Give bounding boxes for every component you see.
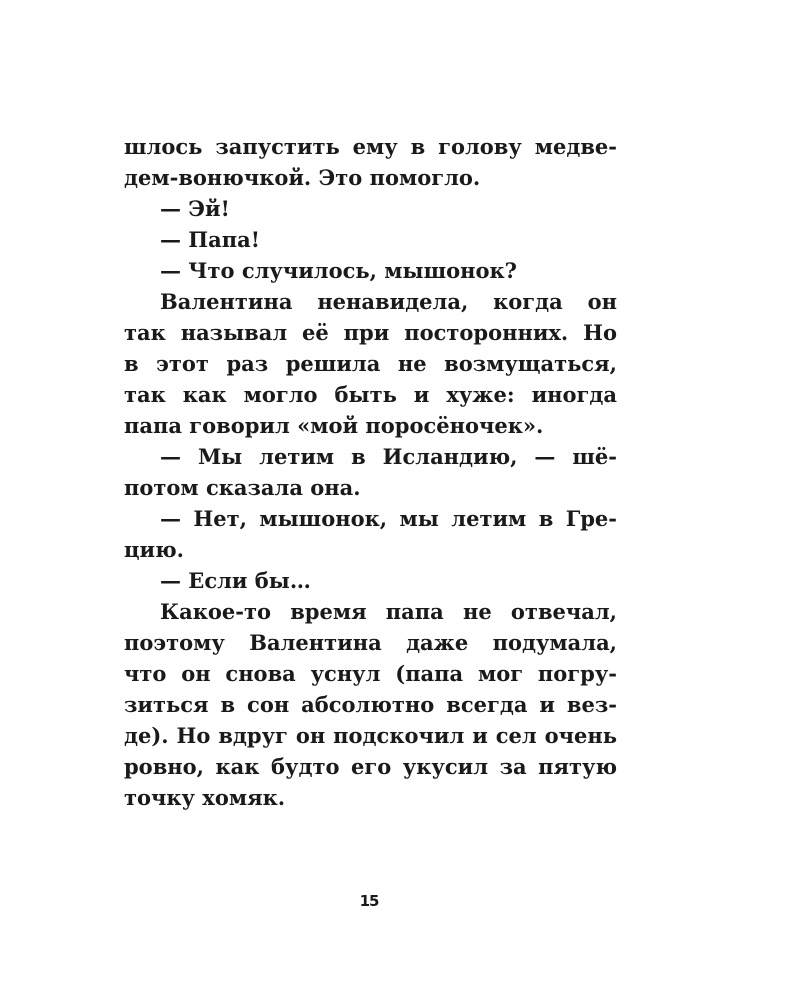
text-line: шлось запустить ему в голову медве-	[124, 134, 617, 159]
dialogue-line: — Что случилось, мышонок?	[160, 258, 517, 283]
text-line: что он снова уснул (папа мог погру-	[124, 661, 617, 686]
text-line: папа говорил «мой поросёночек».	[124, 413, 544, 438]
dialogue-line: — Нет, мышонок, мы летим в Гре-	[160, 506, 617, 531]
page-number: 15	[359, 892, 379, 910]
text-line: точку хомяк.	[124, 785, 286, 810]
paragraph-start-line: Какое-то время папа не отвечал,	[160, 599, 617, 624]
text-line: поэтому Валентина даже подумала,	[124, 630, 617, 655]
text-line: потом сказала она.	[124, 475, 361, 500]
dialogue-line: — Мы летим в Исландию, — шё-	[160, 444, 617, 469]
text-line: дем-вонючкой. Это помогло.	[124, 165, 481, 190]
dialogue-line: — Эй!	[160, 196, 230, 221]
text-line: так как могло быть и хуже: иногда	[124, 382, 617, 407]
body-text	[124, 131, 617, 813]
dialogue-line: — Если бы…	[160, 568, 311, 593]
text-line: ровно, как будто его укусил за пятую	[124, 754, 617, 779]
paragraph-start-line: Валентина ненавидела, когда он	[160, 289, 617, 314]
text-line: цию.	[124, 537, 184, 562]
text-line: де). Но вдруг он подскочил и сел очень	[124, 723, 617, 748]
text-line: так называл её при посторонних. Но	[124, 320, 617, 345]
text-line: в этот раз решила не возмущаться,	[124, 351, 617, 376]
text-line: зиться в сон абсолютно всегда и вез-	[124, 692, 617, 717]
dialogue-line: — Папа!	[160, 227, 260, 252]
